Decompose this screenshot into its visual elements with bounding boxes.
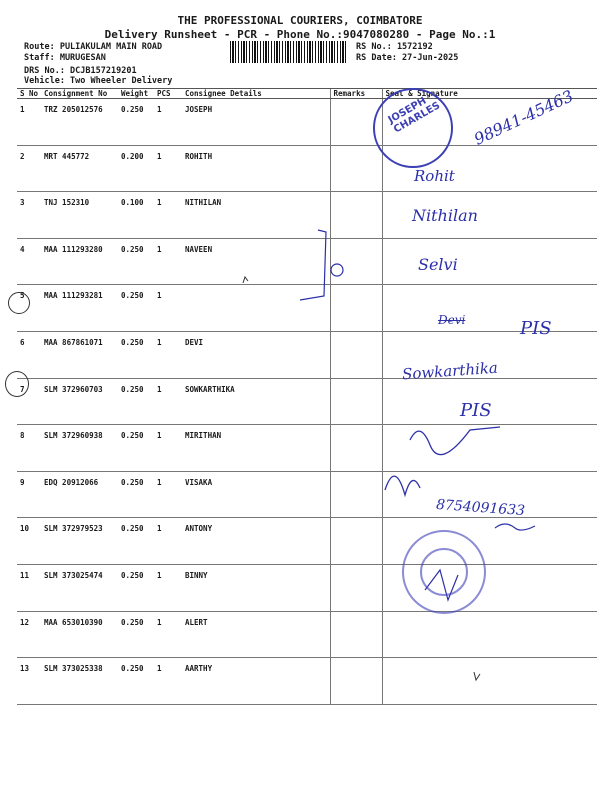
cell-consignee: JOSEPH: [182, 99, 330, 146]
cell-consignee: NAVEEN: [182, 238, 330, 285]
cell-sno: 12: [17, 611, 41, 658]
runsheet-subtitle: Delivery Runsheet - PCR - Phone No.:9047080280 - Page No.:1: [104, 28, 496, 41]
col-header-weight: Weight: [118, 89, 154, 99]
handwritten-pis-1: PIS: [520, 318, 552, 339]
cell-consignment-no: TNJ 152310: [41, 192, 118, 239]
pencil-circle-row-8: [5, 371, 29, 397]
cell-weight: 0.200: [118, 145, 154, 192]
cell-pcs: 1: [154, 658, 182, 705]
cell-weight: 0.100: [118, 192, 154, 239]
cell-consignee: DEVI: [182, 331, 330, 378]
cell-consignment-no: MAA 867861071: [41, 331, 118, 378]
pencil-circle-row-6: [8, 292, 30, 314]
cell-consignee: SOWKARTHIKA: [182, 378, 330, 425]
cell-sno: 11: [17, 564, 41, 611]
cell-consignment-no: TRZ 205012576: [41, 99, 118, 146]
cell-weight: 0.250: [118, 425, 154, 472]
cell-consignee: VISAKA: [182, 471, 330, 518]
cell-sno: 4: [17, 238, 41, 285]
col-header-signature: Seal & Signature: [382, 89, 597, 99]
handwritten-pis-2: PIS: [460, 400, 492, 421]
cell-sno: 10: [17, 518, 41, 565]
cell-consignment-no: MAA 653010390: [41, 611, 118, 658]
cell-pcs: 1: [154, 564, 182, 611]
company-title: THE PROFESSIONAL COURIERS, COIMBATORE: [177, 14, 423, 27]
cell-pcs: 1: [154, 471, 182, 518]
signature-rohith: Rohit: [414, 167, 455, 185]
cell-consignee: ANTONY: [182, 518, 330, 565]
rs-number: RS No.: 1572192: [356, 42, 433, 52]
signature-devi: Devi: [438, 313, 466, 327]
signature-selvi: Selvi: [418, 255, 458, 274]
cell-weight: 0.250: [118, 564, 154, 611]
cell-weight: 0.250: [118, 471, 154, 518]
cell-sno: 9: [17, 471, 41, 518]
cell-pcs: 1: [154, 331, 182, 378]
col-header-consignee: Consignee Details: [182, 89, 330, 99]
cell-pcs: 1: [154, 518, 182, 565]
handwritten-phone-1: 98941-45463: [471, 86, 577, 149]
cell-sno: 3: [17, 192, 41, 239]
cell-consignment-no: MRT 445772: [41, 145, 118, 192]
cell-consignee: MIRITHAN: [182, 425, 330, 472]
cell-pcs: 1: [154, 611, 182, 658]
cell-weight: 0.250: [118, 238, 154, 285]
cell-consignment-no: SLM 372960938: [41, 425, 118, 472]
rs-date: RS Date: 27-Jun-2025: [356, 53, 459, 63]
stamp-joseph-charles-text: JOSEPH CHARLES: [386, 95, 443, 136]
cell-sno: 8: [17, 425, 41, 472]
staff-info: Staff: MURUGESAN: [24, 53, 106, 63]
cell-consignee: AARTHY: [182, 658, 330, 705]
vehicle-info: Vehicle: Two Wheeler Delivery: [24, 76, 173, 86]
cell-weight: 0.250: [118, 658, 154, 705]
route-info: Route: PULIAKULAM MAIN ROAD: [24, 42, 163, 52]
cell-consignment-no: MAA 111293281: [41, 285, 118, 332]
cell-consignee: BINNY: [182, 564, 330, 611]
cell-sno: 6: [17, 331, 41, 378]
cell-sno: 13: [17, 658, 41, 705]
cell-weight: 0.250: [118, 99, 154, 146]
cell-sno: 5: [17, 285, 41, 332]
cell-consignee: ROHITH: [182, 145, 330, 192]
cell-consignment-no: MAA 111293280: [41, 238, 118, 285]
cell-pcs: 1: [154, 238, 182, 285]
cell-weight: 0.250: [118, 378, 154, 425]
cell-pcs: 1: [154, 425, 182, 472]
cell-consignment-no: SLM 372960703: [41, 378, 118, 425]
cell-pcs: 1: [154, 99, 182, 146]
round-seal-inner-ring: [420, 548, 468, 596]
cell-consignment-no: EDQ 20912066: [41, 471, 118, 518]
cell-weight: 0.250: [118, 611, 154, 658]
col-header-pcs: PCS: [154, 89, 182, 99]
cell-consignment-no: SLM 372979523: [41, 518, 118, 565]
cell-weight: 0.250: [118, 331, 154, 378]
col-header-sno: S No: [17, 89, 41, 99]
cell-consignee: ALERT: [182, 611, 330, 658]
col-header-consignment: Consignment No: [41, 89, 118, 99]
cell-sno: 7: [17, 378, 41, 425]
handwritten-phone-2: 8754091633: [435, 496, 526, 520]
cell-sno: 1: [17, 99, 41, 146]
signature-nithilan: Nithilan: [412, 206, 478, 225]
col-header-remarks: Remarks: [330, 89, 382, 99]
cell-pcs: 1: [154, 145, 182, 192]
drs-number: DRS No.: DCJB157219201: [24, 66, 137, 76]
cell-consignment-no: SLM 373025338: [41, 658, 118, 705]
signature-sowkarthika: Sowkarthika: [401, 358, 499, 384]
cell-pcs: 1: [154, 378, 182, 425]
cell-sno: 2: [17, 145, 41, 192]
cell-weight: 0.250: [118, 285, 154, 332]
cell-pcs: 1: [154, 285, 182, 332]
cell-consignee: NITHILAN: [182, 192, 330, 239]
cell-weight: 0.250: [118, 518, 154, 565]
cell-consignment-no: SLM 373025474: [41, 564, 118, 611]
cell-pcs: 1: [154, 192, 182, 239]
